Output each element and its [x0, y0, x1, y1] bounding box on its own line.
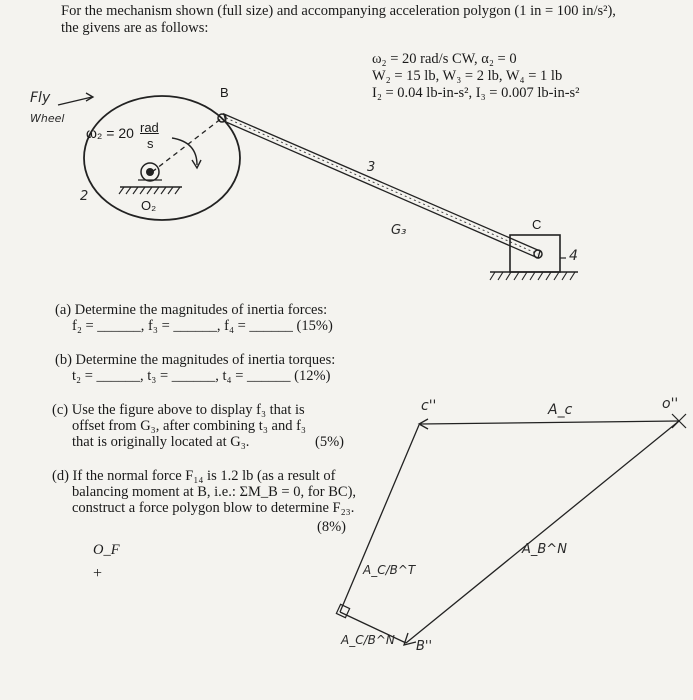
polygon-acb-n-label: A_C/B^N [341, 633, 395, 647]
header-line-2: the givens are as follows: [61, 20, 209, 36]
pivot-o2-pin [146, 168, 154, 176]
polygon-ab-vector [406, 421, 679, 643]
question-c-line-1: (c) Use the figure above to display f₃ that is [52, 402, 305, 418]
header-line-1: For the mechanism shown (full size) and accompanying acceleration polygon (1 in = 100 in/s²), [61, 3, 616, 19]
force-origin-label: O_F [93, 542, 120, 558]
polygon-c-label: c'' [421, 398, 437, 414]
givens-line-2: W₂ = 15 lb, W₃ = 2 lb, W₄ = 1 lb [372, 68, 563, 84]
omega-unit-numerator: rad [140, 120, 159, 135]
flywheel-label-2: Wheel [30, 112, 65, 125]
question-c-line-2: offset from G₃, after combining t₃ and f₃ [72, 418, 306, 434]
link2-label: 2 [80, 189, 89, 204]
g3-label: G₃ [391, 223, 407, 238]
givens-line-3: I₂ = 0.04 lb-in-s², I₃ = 0.007 lb-in-s² [372, 85, 580, 101]
omega-unit-denominator: s [147, 136, 154, 151]
question-a-line-2: f₂ = ______, f₃ = ______, f₄ = ______ (15%) [72, 318, 333, 334]
flywheel-circle [84, 96, 240, 220]
question-d-line-3: construct a force polygon blow to determine F₂₃. [72, 500, 355, 516]
polygon-ab-n-label: A_B^N [522, 542, 567, 557]
question-c-percent: (5%) [315, 434, 344, 450]
question-b-line-2: t₂ = ______, t₃ = ______, t₄ = ______ (12%) [72, 368, 331, 384]
crank-link-2 [152, 118, 222, 172]
ground-hatch-o2 [119, 187, 180, 194]
question-d-line-2: balancing moment at B, i.e.: ΣM_B = 0, for BC), [72, 484, 357, 500]
joint-b-label: B [220, 85, 229, 100]
polygon-acb-t-vector [340, 425, 419, 612]
pivot-o2-label: O₂ [141, 198, 157, 213]
slider-c-label: C [532, 217, 542, 232]
rod-centerline [226, 118, 538, 254]
question-d-percent: (8%) [317, 519, 346, 535]
link4-label: 4 [569, 248, 578, 264]
polygon-o-label: o'' [662, 396, 679, 412]
force-origin-mark: + [93, 565, 103, 582]
ground-hatch-slider [490, 272, 575, 280]
polygon-ac-label: A_c [548, 402, 573, 418]
flywheel-label-1: Fly [30, 90, 51, 106]
question-d-line-1: (d) If the normal force F₁₄ is 1.2 lb (as a result of [52, 468, 336, 484]
polygon-acb-t-label: A_C/B^T [363, 563, 416, 577]
omega-label: ω₂ = 20 [86, 125, 134, 141]
givens-line-1: ω₂ = 20 rad/s CW, α₂ = 0 [372, 51, 517, 67]
question-a-line-1: (a) Determine the magnitudes of inertia forces: [55, 302, 328, 318]
link3-label: 3 [367, 160, 376, 175]
polygon-ac-vector [420, 421, 679, 424]
question-c-line-3: that is originally located at G₃. [72, 434, 250, 450]
question-b-line-1: (b) Determine the magnitudes of inertia torques: [55, 352, 336, 368]
polygon-b-label: B'' [416, 639, 433, 654]
